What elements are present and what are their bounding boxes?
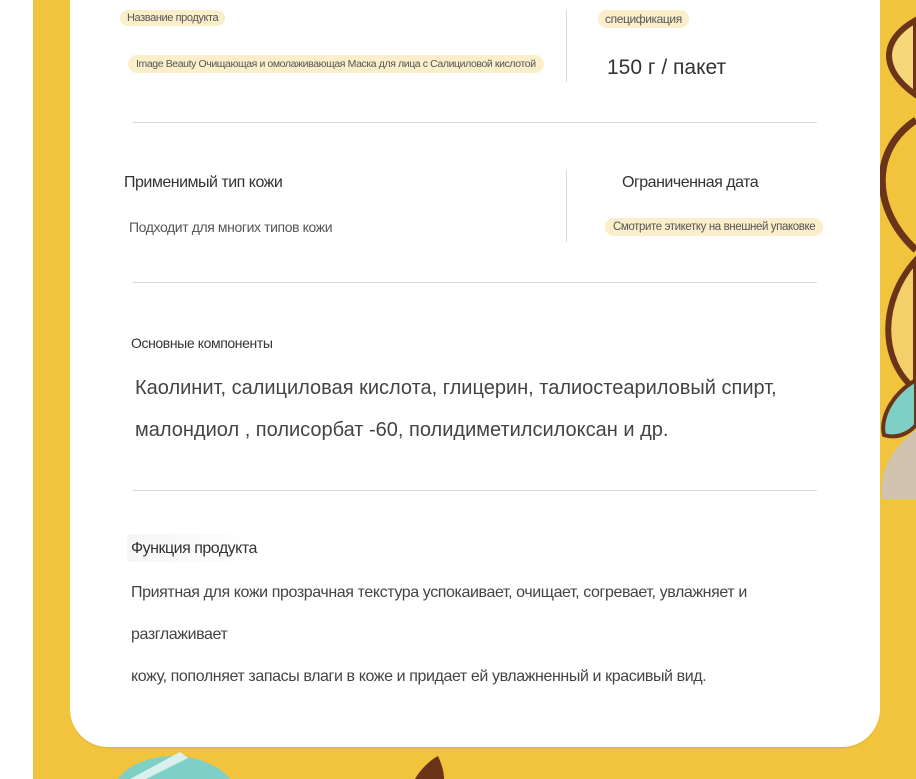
deco-shape-yellow [888, 260, 916, 390]
deco-arc-brown [882, 120, 916, 250]
function-text [131, 572, 831, 698]
expiry-value: Смотрите этикетку на внешней упаковке [605, 218, 823, 236]
deco-shape-beige [882, 430, 916, 500]
product-name-label: Название продукта [120, 10, 225, 26]
row2-divider [566, 170, 567, 242]
specification-label: спецификация [598, 10, 689, 28]
function-label-box [127, 534, 261, 562]
separator-3 [133, 490, 817, 491]
function-line-1: Приятная для кожи прозрачная текстура успокаивает, очищает, согревает, увлажняет и разглаживает [131, 584, 747, 643]
ingredients-text [135, 367, 825, 451]
specification-value: 150 г / пакет [607, 56, 727, 79]
deco-bottom-brown [415, 756, 444, 779]
ingredients-label: Основные компоненты [131, 335, 273, 351]
separator-2 [133, 282, 817, 283]
deco-swoosh-top [889, 20, 916, 95]
function-label: Функция продукта [131, 540, 257, 557]
row1-divider [566, 10, 567, 82]
skin-type-value: Подходит для многих типов кожи [129, 219, 333, 235]
function-line-2: кожу, пополняет запасы влаги в коже и придает ей увлажненный и красивый вид. [131, 668, 707, 685]
expiry-label: Ограниченная дата [622, 174, 759, 191]
product-name-value: Image Beauty Очищающая и омолаживающая Маска для лица с Салициловой кислотой [128, 55, 544, 73]
ingredients-line-2: малондиол , полисорбат -60, полидиметилсилоксан и др. [135, 419, 669, 441]
skin-type-label: Применимый тип кожи [124, 174, 283, 191]
ingredients-line-1: Каолинит, салициловая кислота, глицерин, талиостеариловый спирт, [135, 377, 777, 399]
deco-shape-teal [883, 380, 916, 436]
separator-1 [133, 122, 817, 123]
